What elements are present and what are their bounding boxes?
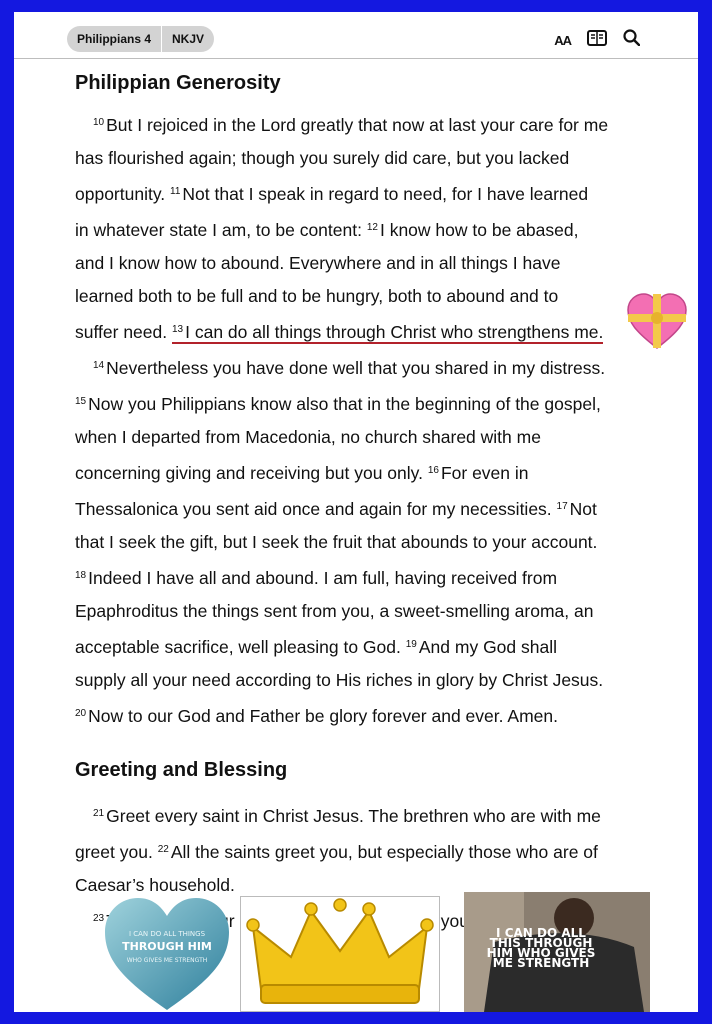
crown-icon [241,897,439,1011]
section-heading-greeting: Greeting and Blessing [75,759,288,781]
verse-text: For even in [440,463,529,483]
verse-number: 20 [75,708,87,719]
section-heading-generosity: Philippian Generosity [75,72,281,94]
verse-text: in whatever state I am, to be content: [75,220,362,240]
svg-text:I CAN DO ALL THINGS: I CAN DO ALL THINGS [128,930,206,938]
verse-text: Nevertheless you have done well that you shared in my distress. [106,358,606,378]
top-bar [14,12,698,59]
verse-text: acceptable sacrifice, well pleasing to God. [75,637,401,657]
verse-text: suffer need. [75,322,168,342]
text-line [75,797,675,833]
svg-text:THROUGH HIM: THROUGH HIM [122,940,212,953]
book-chapter-button[interactable]: Philippians 4 [77,32,152,46]
version-button[interactable]: NKJV [172,32,205,46]
search-icon[interactable] [623,29,640,51]
chapter-selector[interactable] [67,26,214,52]
text-line [75,142,675,175]
text-line [75,454,675,490]
verse-number: 18 [75,570,87,581]
text-line [75,106,675,142]
verse-text: opportunity. [75,184,166,204]
verse-text: But I rejoiced in the Lord greatly that now at last your care for me [106,115,609,135]
text-line [75,664,675,697]
verse-text: All the saints greet you, but especially those who are of [170,842,598,862]
verse-text: Not [569,499,597,519]
text-line [75,280,675,313]
verse-text: Not that I speak in regard to need, for I have learned [182,184,589,204]
verse-number: 11 [170,186,181,197]
verse-number: 19 [405,639,417,650]
svg-text:WHO GIVES ME STRENGTH: WHO GIVES ME STRENGTH [126,957,208,964]
heart-gift-sticker [626,292,688,352]
verse-text: I can do all things through Christ who strengthens me. [185,322,604,342]
book-icon[interactable] [587,30,607,51]
verse-text: supply all your need according to His riches in glory by Christ Jesus. [75,670,604,690]
verse-number: 12 [366,222,378,233]
verse-text: Caesar’s household. [75,875,235,895]
text-line [75,526,675,559]
text-line [75,175,675,211]
verse-number: 17 [556,501,568,512]
chapter-text [75,68,675,938]
text-line [75,490,675,526]
verse-text: learned both to be full and to be hungry, both to abound and to [75,286,559,306]
verse-text: I know how to be abased, [379,220,579,240]
text-line [75,559,675,595]
verse-number: 23 [93,913,105,924]
passage-section-1 [75,106,675,733]
text-line [75,421,675,454]
verse-number: 21 [93,808,105,819]
verse-text: Indeed I have all and abound. I am full, having received from [88,568,558,588]
bible-reader-page [14,12,698,1012]
verse-text: and I know how to abound. Everywhere and in all things I have [75,253,561,273]
verse-text: Now to our God and Father be glory forever and ever. Amen. [88,706,558,726]
verse-number: 14 [93,360,105,371]
toolbar-icons [554,29,640,51]
text-line [75,697,675,733]
verse-number: 13 [171,324,184,335]
verse-number: 16 [427,465,439,476]
verse-text: when I departed from Macedonia, no church shared with me [75,427,541,447]
verse-number: 15 [75,396,87,407]
verse-text: concerning giving and receiving but you only. [75,463,423,483]
text-line [75,385,675,421]
shirt-text: I CAN DO ALL THIS THROUGH HIM WHO GIVES ME STRENGTH [486,926,596,970]
verse-text: greet you. [75,842,153,862]
verse-text: you [440,911,469,931]
verse-text: Thessalonica you sent aid once and again for my necessities. [75,499,552,519]
verse-text: that I seek the gift, but I seek the fruit that abounds to your account. [75,532,598,552]
verse-text: Now you Philippians know also that in the beginning of the gospel, [88,394,601,414]
heart-verse-image [102,892,232,1012]
verse-text: Epaphroditus the things sent from you, a sweet-smelling aroma, an [75,601,594,621]
text-line [75,833,675,869]
verse-number: 22 [157,844,169,855]
verse-text: has flourished again; though you surely did care, but you lacked [75,148,570,168]
text-line [75,628,675,664]
verse-text: Greet every saint in Christ Jesus. The brethren who are with me [106,806,601,826]
text-line [75,595,675,628]
text-line [75,211,675,247]
crown-image [240,896,440,1012]
strength-shirt-photo [464,892,650,1012]
highlighted-verse[interactable] [172,322,603,344]
text-line [75,349,675,385]
text-line [75,313,675,349]
verse-number: 10 [93,117,105,128]
verse-text: And my God shall [418,637,557,657]
text-line [75,247,675,280]
text-size-icon[interactable]: AA [554,32,571,48]
sticker-images [14,892,698,1012]
